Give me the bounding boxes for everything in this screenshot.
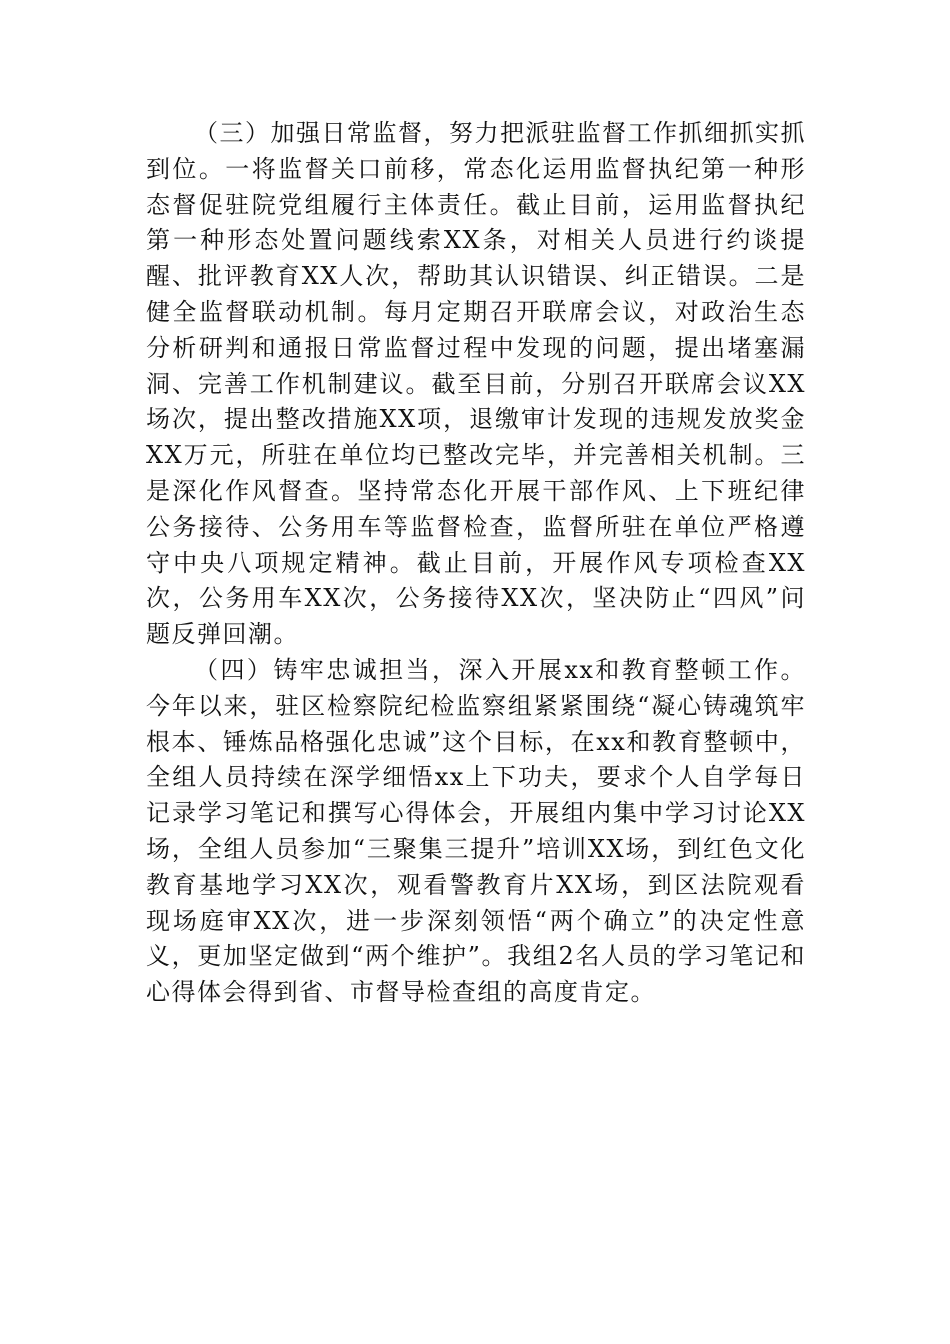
paragraph-supervision: （三）加强日常监督，努力把派驻监督工作抓细抓实抓到位。一将监督关口前移，常态化运用监督执纪第一种形态督促驻院党组履行主体责任。截止目前，运用监督执纪第一种形态处置问题线索XX条，对相关人员进行约谈提醒、批评教育XX人次，帮助其认识错误、纠正错误。二是健全监督联动机制。每月定期召开联席会议，对政治生态分析研判和通报日常监督过程中发现的问题，提出堵塞漏洞、完善工作机制建议。截至目前，分别召开联席会议XX场次，提出整改措施XX项，退缴审计发现的违规发放奖金XX万元，所驻在单位均已整改完毕，并完善相关机制。三是深化作风督查。坚持常态化开展干部作风、上下班纪律公务接待、公务用车等监督检查，监督所驻在单位严格遵守中央八项规定精神。截止目前，开展作风专项检查XX次，公务用车XX次，公务接待XX次，坚决防止“四风”问题反弹回潮。 [146, 119, 806, 649]
document-body [146, 116, 806, 1011]
paragraph-loyalty: （四）铸牢忠诚担当，深入开展xx和教育整顿工作。今年以来，驻区检察院纪检监察组紧紧围绕“凝心铸魂筑牢根本、锤炼品格强化忠诚”这个目标，在xx和教育整顿中，全组人员持续在深学细悟xx上下功夫，要求个人自学每日记录学习笔记和撰写心得体会，开展组内集中学习讨论XX场，全组人员参加“三聚集三提升”培训XX场，到红色文化教育基地学习XX次，观看警教育片XX场，到区法院观看现场庭审XX次，进一步深刻领悟“两个确立”的决定性意义，更加坚定做到“两个维护”。我组2名人员的学习笔记和心得体会得到省、市督导检查组的高度肯定。 [146, 655, 806, 1007]
